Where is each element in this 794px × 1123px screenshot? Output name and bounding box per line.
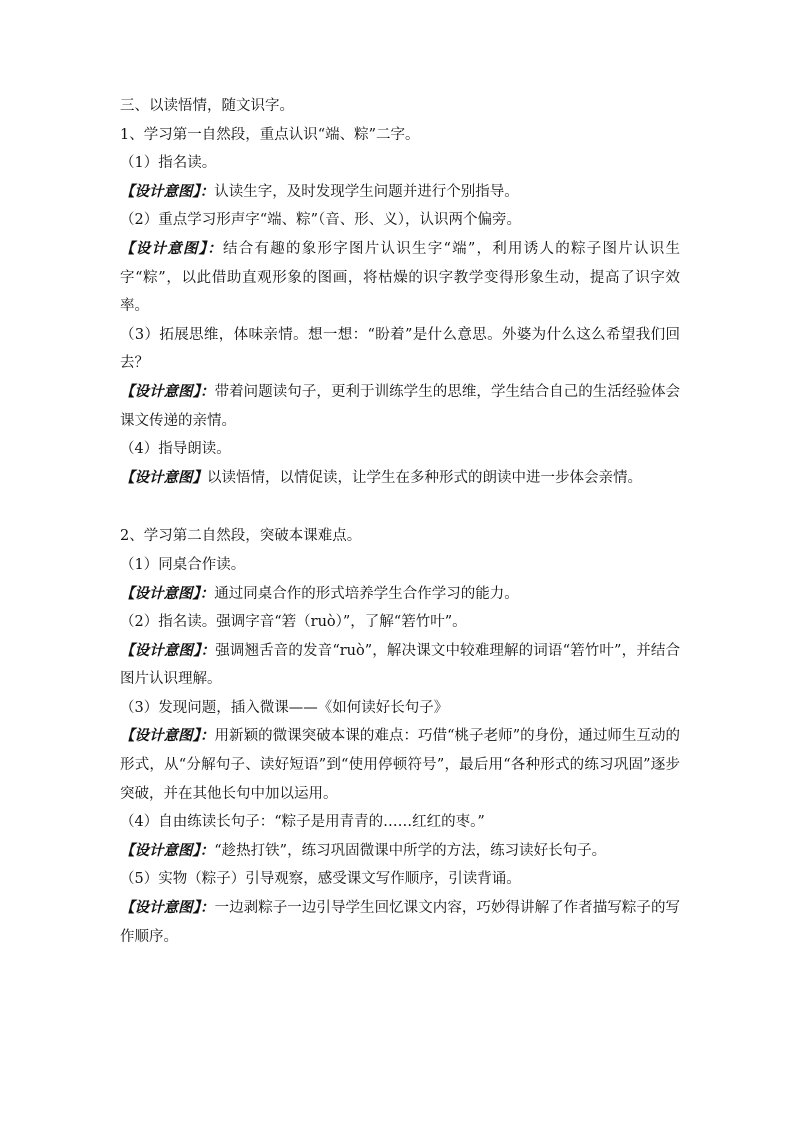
design-intent-label: 【设计意图】： [120, 382, 215, 400]
design-intent-text: 结合有趣的象形字图片认识生字“端”，利用诱人的粽子图片认识生字“粽”，以此借助直观形象的图画，将枯燥的识字教学变得形象生动，提高了识字效率。 [120, 240, 680, 315]
step-text: （4）自由练读长句子：“粽子是用青青的……红红的枣。” [120, 814, 485, 831]
design-intent [120, 894, 680, 951]
step-text: （1）同桌合作读。 [120, 556, 246, 573]
design-intent [120, 178, 680, 207]
section-heading: 三、以读悟情，随文识字。 [120, 98, 294, 114]
step-text: （2）重点学习形声字“端、粽”（音、形、义），认识两个偏旁。 [120, 212, 522, 229]
document-body [120, 92, 680, 951]
design-intent-label: 【设计意图】： [120, 841, 215, 859]
design-intent [120, 235, 680, 321]
step-text: （2）指名读。强调字音“箬（ruò）”，了解“箬竹叶”。 [120, 614, 467, 631]
step-text: （5）实物（粽子）引导观察，感受课文写作顺序，引读背诵。 [120, 871, 521, 888]
design-intent [120, 837, 680, 866]
design-intent [120, 637, 680, 694]
step-text: （4）指导朗读。 [120, 441, 231, 458]
design-intent-label: 【设计意图】： [120, 584, 215, 602]
design-intent [120, 378, 680, 435]
step-text: （3）拓展思维，体味亲情。想一想：“盼着”是什么意思。外婆为什么这么希望我们回去？ [120, 326, 680, 372]
design-intent-text: 用新颖的微课突破本课的难点：巧借“桃子老师”的身份，通过师生互动的形式，从“分解句子、读好短语”到“使用停顿符号”，最后用“各种形式的练习巩固”逐步突破，并在其他长句中加以运用。 [120, 728, 681, 802]
design-intent [120, 464, 680, 493]
design-intent-label: 【设计意图】： [120, 727, 215, 745]
paragraph-heading-1: 1、学习第一自然段，重点认识“端、粽”二字。 [120, 126, 420, 143]
design-intent-label: 【设计意图】： [120, 182, 215, 200]
design-intent-label: 【设计意图】： [120, 899, 215, 917]
paragraph-gap [120, 492, 680, 522]
step-text: （3）发现问题，插入微课——《如何读好长句子》 [120, 699, 449, 716]
design-intent [120, 722, 680, 808]
design-intent-text: 以读悟情，以情促读，让学生在多种形式的朗读中进一步体会亲情。 [207, 469, 642, 486]
design-intent-text: 强调翘舌音的发音“ruò”，解决课文中较难理解的词语“箬竹叶”，并结合图片认识理解。 [120, 642, 680, 688]
design-intent-text: 通过同桌合作的形式培养学生合作学习的能力。 [214, 585, 519, 602]
paragraph-heading-2: 2、学习第二自然段，突破本课难点。 [120, 528, 362, 545]
design-intent-text: “趁热打铁”，练习巩固微课中所学的方法，练习读好长句子。 [214, 842, 607, 859]
step-text: （1）指名读。 [120, 155, 217, 172]
design-intent-text: 认读生字，及时发现学生问题并进行个别指导。 [214, 183, 519, 200]
design-intent-label: 【设计意图】： [120, 641, 216, 659]
design-intent-text: 带着问题读句子，更利于训练学生的思维，学生结合自己的生活经验体会课文传递的亲情。 [120, 383, 681, 429]
design-intent-label: 【设计意图】 [120, 468, 207, 486]
design-intent [120, 580, 680, 609]
design-intent-text: 一边剥粽子一边引导学生回忆课文内容，巧妙得讲解了作者描写粽子的写作顺序。 [120, 900, 681, 945]
design-intent-label: 【设计意图】： [120, 239, 223, 257]
